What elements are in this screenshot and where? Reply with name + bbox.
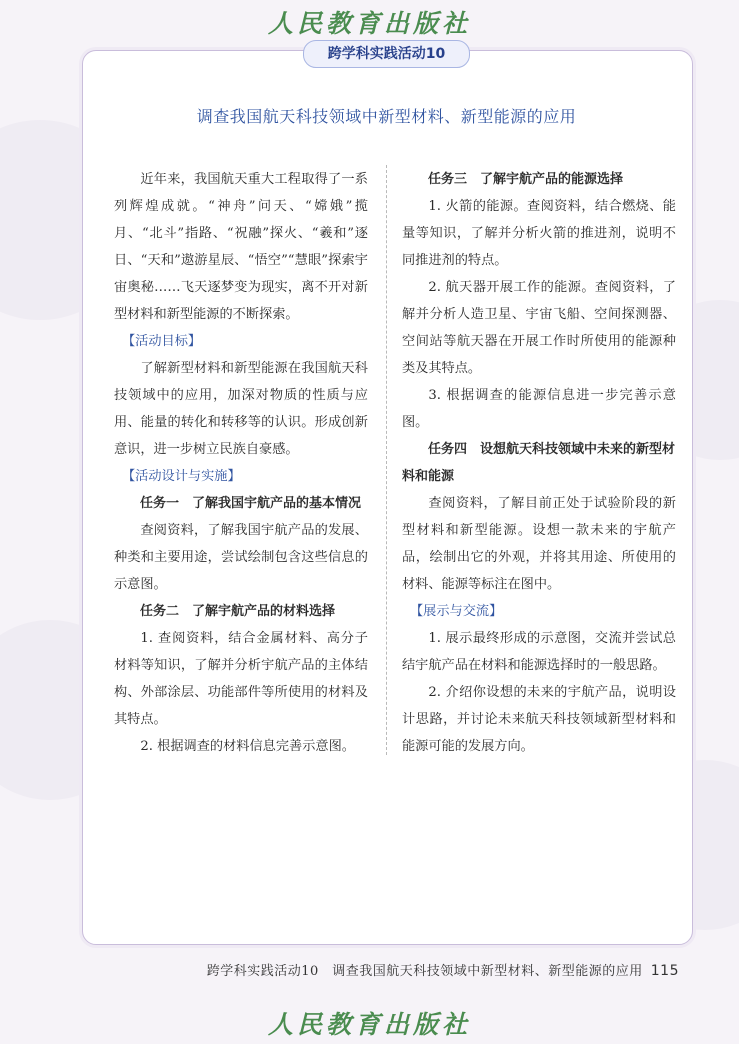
page-footer [0,960,739,979]
show-item-1: 1. 展示最终形成的示意图，交流并尝试总结宇航产品在材料和能源选择时的一般思路。 [402,631,676,673]
task4-paragraph: 查阅资料，了解目前正处于试验阶段的新型材料和新型能源。设想一款未来的宇航产品，绘制出它的外观，并将其用途、所使用的材料、能源等标注在图中。 [402,496,676,592]
show-item-2: 2. 介绍你设想的未来的宇航产品，说明设计思路，并讨论未来航天科技领域新型材料和能源可能的发展方向。 [402,685,676,754]
task4-title: 任务四 设想航天科技领域中未来的新型材料和能源 [402,442,676,484]
page-title: 调查我国航天科技领域中新型材料、新型能源的应用 [196,107,577,126]
activity-tab-label: 跨学科实践活动10 [303,40,470,68]
design-heading: 【活动设计与实施】 [122,469,241,484]
intro-paragraph: 近年来，我国航天重大工程取得了一系列辉煌成就。“神舟”问天、“嫦娥”揽月、“北斗”指路、“祝融”探火、“羲和”逐日、“天和”遨游星辰、“悟空”“慧眼”探索宇宙奥秘……飞天逐梦变为现实，离不开对新型材料和新型能源的不断探索。 [114,172,368,322]
task2-item-2: 2. 根据调查的材料信息完善示意图。 [140,739,355,754]
task2-item-1: 1. 查阅资料，结合金属材料、高分子材料等知识，了解并分析宇航产品的主体结构、外部涂层、功能部件等所使用的材料及其特点。 [114,631,368,727]
goal-paragraph: 了解新型材料和新型能源在我国航天科技领域中的应用，加深对物质的性质与应用、能量的转化和转移等的认识。形成创新意识，进一步树立民族自豪感。 [114,361,368,457]
running-title: 跨学科实践活动10 调查我国航天科技领域中新型材料、新型能源的应用 [206,964,643,979]
column-divider [386,165,387,755]
task2-title: 任务二 了解宇航产品的材料选择 [140,604,336,619]
goal-heading: 【活动目标】 [122,334,202,349]
task3-item-3: 3. 根据调查的能源信息进一步完善示意图。 [402,388,676,430]
publisher-logo-bottom: 人民教育出版社 [267,1010,471,1039]
task3-item-2: 2. 航天器开展工作的能源。查阅资料，了解并分析人造卫星、宇宙飞船、空间探测器、空间站等航天器在开展工作时所使用的能源种类及其特点。 [402,280,676,376]
task1-paragraph: 查阅资料，了解我国宇航产品的发展、种类和主要用途，尝试绘制包含这些信息的示意图。 [114,523,368,592]
task3-item-1: 1. 火箭的能源。查阅资料，结合燃烧、能量等知识，了解并分析火箭的推进剂，说明不同推进剂的特点。 [402,199,676,268]
show-heading: 【展示与交流】 [410,604,503,619]
right-column [402,166,676,760]
page-number: 115 [650,963,679,979]
task3-title: 任务三 了解宇航产品的能源选择 [428,172,624,187]
task1-title: 任务一 了解我国宇航产品的基本情况 [140,496,362,511]
publisher-logo-top: 人民教育出版社 [267,9,471,38]
left-column [114,166,368,760]
